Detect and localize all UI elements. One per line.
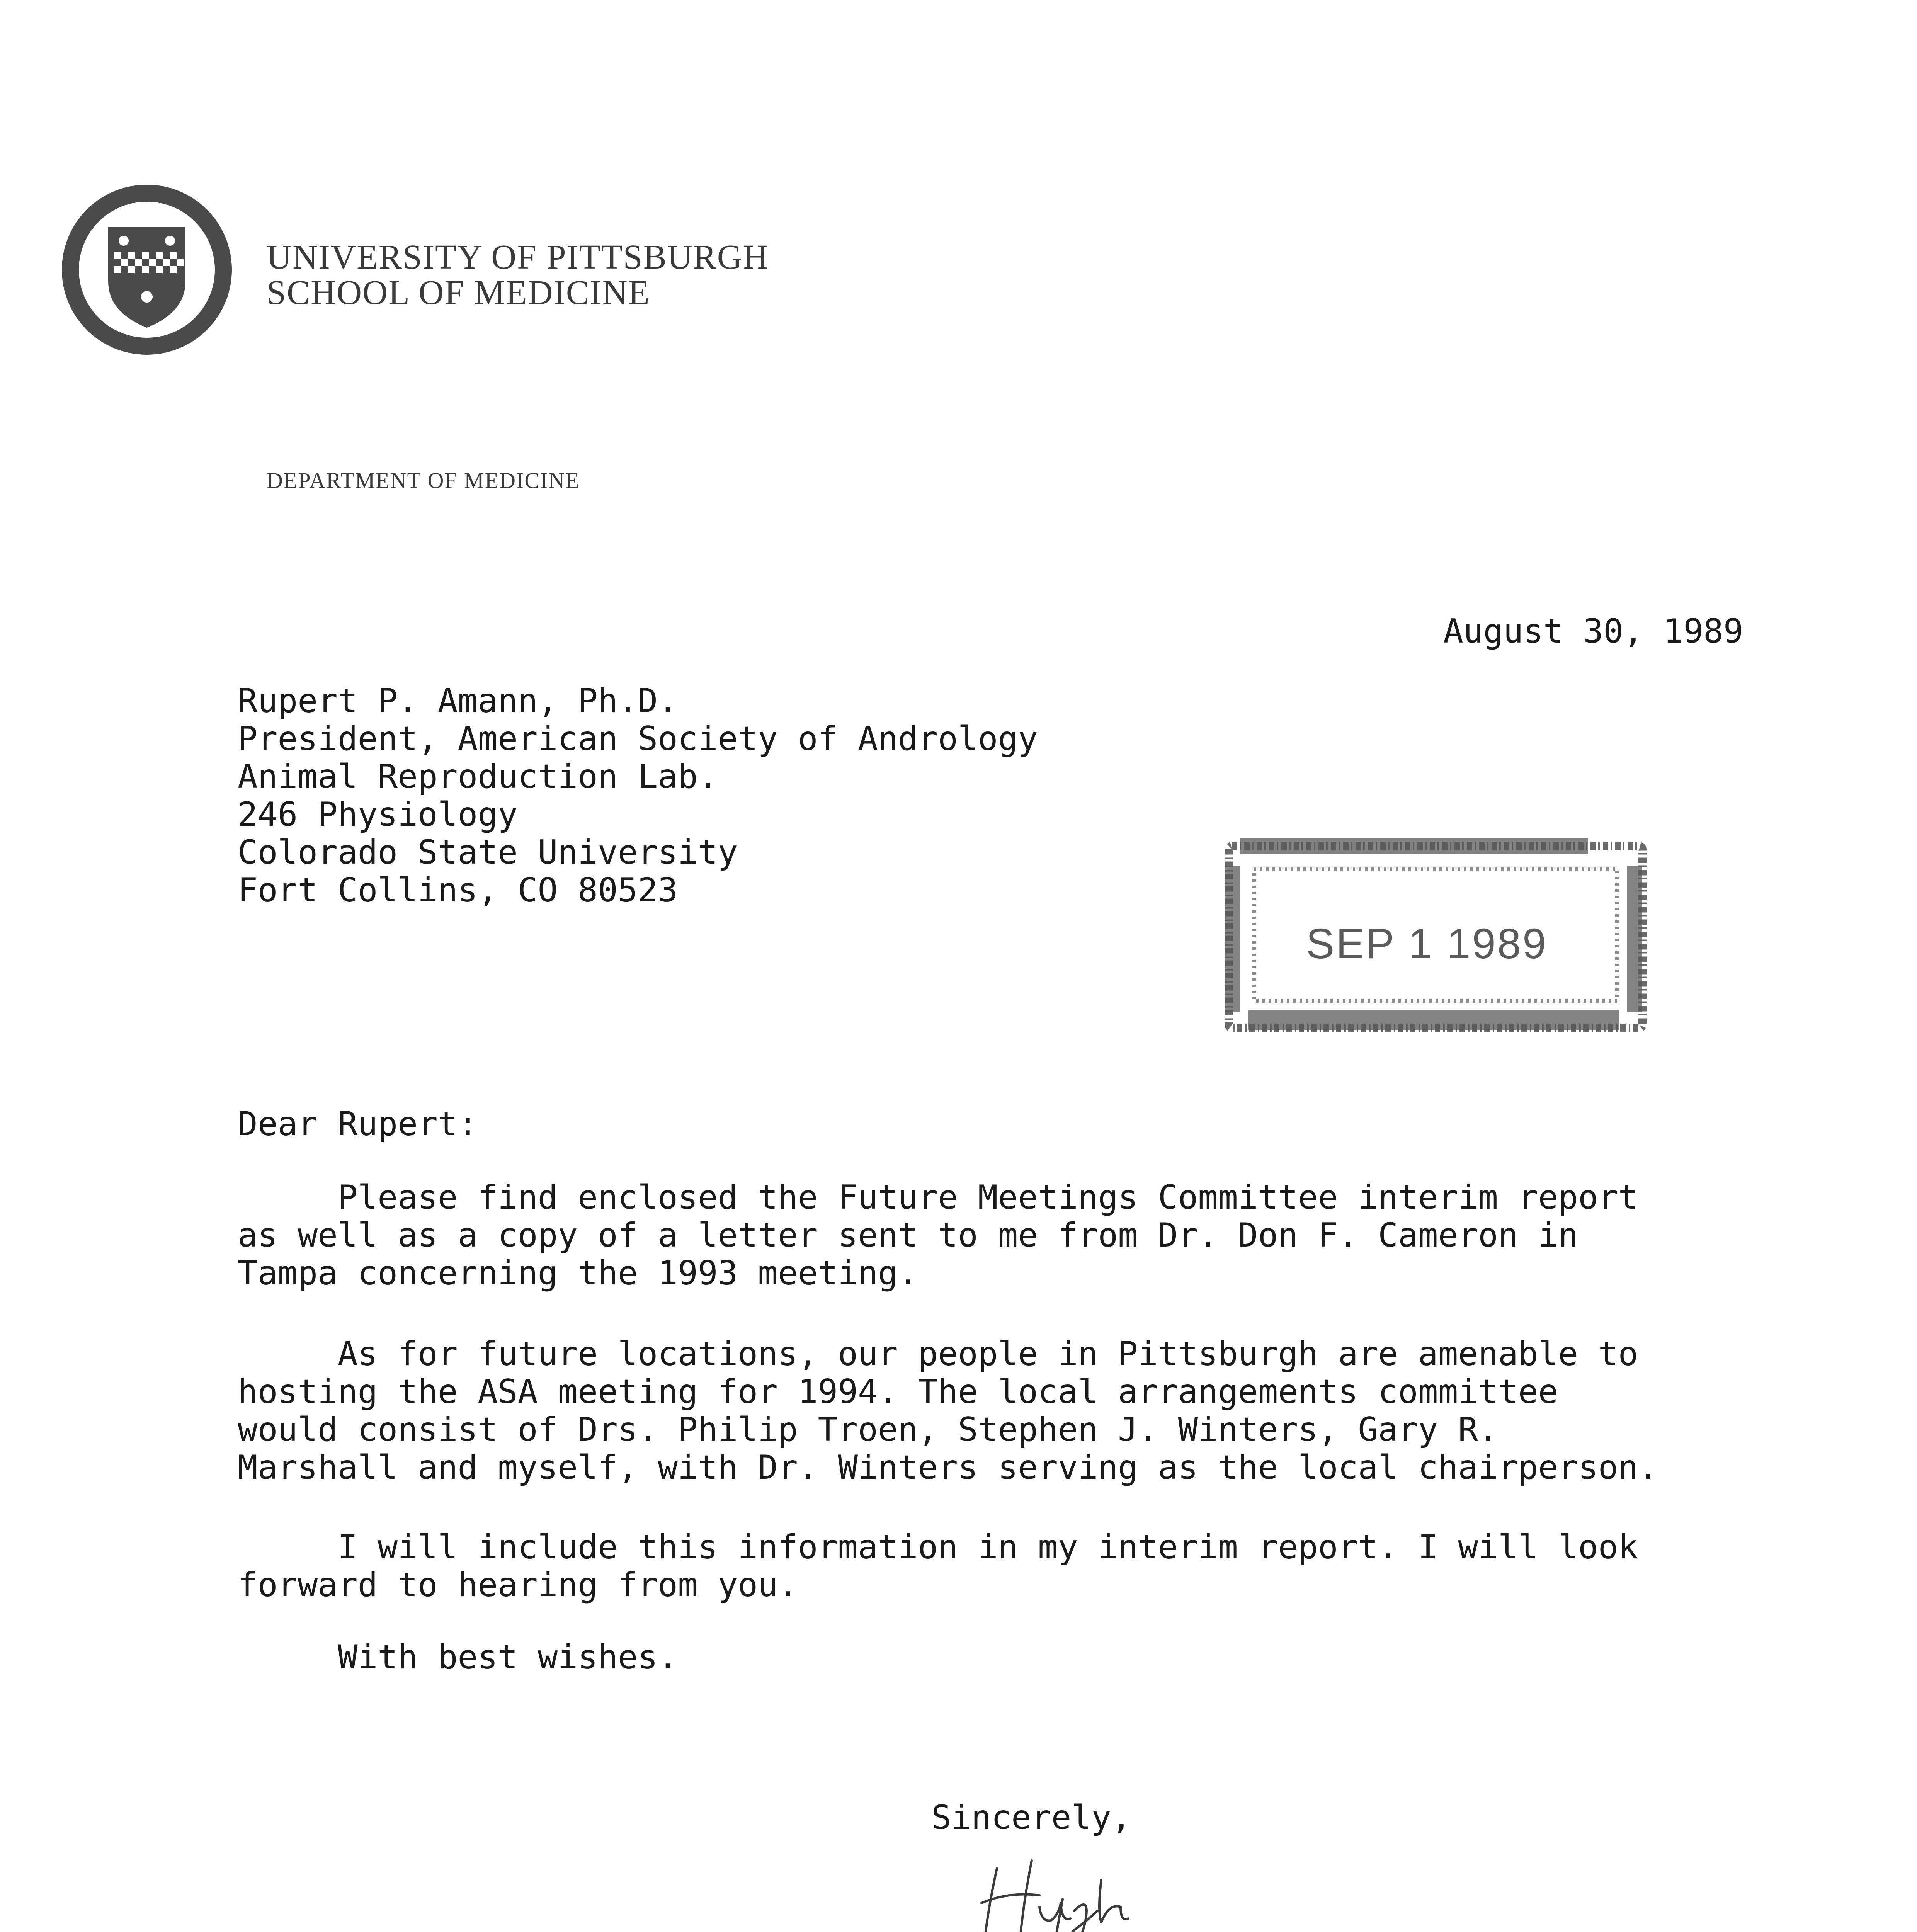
body-paragraph: With best wishes. (238, 1638, 678, 1677)
handwritten-signature (974, 1845, 1175, 1932)
letterhead-title (267, 240, 769, 311)
body-paragraph: Please find enclosed the Future Meetings Committee interim report as well as a copy of a letter sent to me from Dr. Don F. Cameron in Tampa concerning the 1993 meeting. (238, 1178, 1638, 1293)
closing: Sincerely, (931, 1798, 1131, 1837)
university-seal-logo (62, 185, 232, 355)
address-line: President, American Society of Andrology (238, 719, 1038, 758)
recipient-address (238, 682, 1038, 909)
university-name: UNIVERSITY OF PITTSBURGH (267, 238, 769, 276)
address-line: 246 Physiology (238, 795, 518, 834)
address-line: Fort Collins, CO 80523 (238, 871, 678, 910)
body-paragraph: As for future locations, our people in Pittsburgh are amenable to hosting the ASA meeting for 1994. The local arrangements committee would consist of Drs. Philip Troen, Stephen J. Winters, Gary R. Marshall and myself, with Dr. Winters serving as the local chairperson. (238, 1335, 1658, 1487)
letter-date: August 30, 1989 (1443, 612, 1744, 651)
address-line: Colorado State University (238, 833, 738, 872)
school-name: SCHOOL OF MEDICINE (267, 274, 650, 312)
body-paragraph: I will include this information in my interim report. I will look forward to hearing from you. (238, 1528, 1638, 1604)
address-line: Rupert P. Amann, Ph.D. (238, 682, 678, 720)
received-date-stamp (1217, 831, 1654, 1047)
stamp-date-text: SEP 1 1989 (1306, 920, 1548, 968)
address-line: Animal Reproduction Lab. (238, 757, 718, 796)
department-name: DEPARTMENT OF MEDICINE (267, 468, 580, 493)
salutation: Dear Rupert: (238, 1105, 478, 1143)
